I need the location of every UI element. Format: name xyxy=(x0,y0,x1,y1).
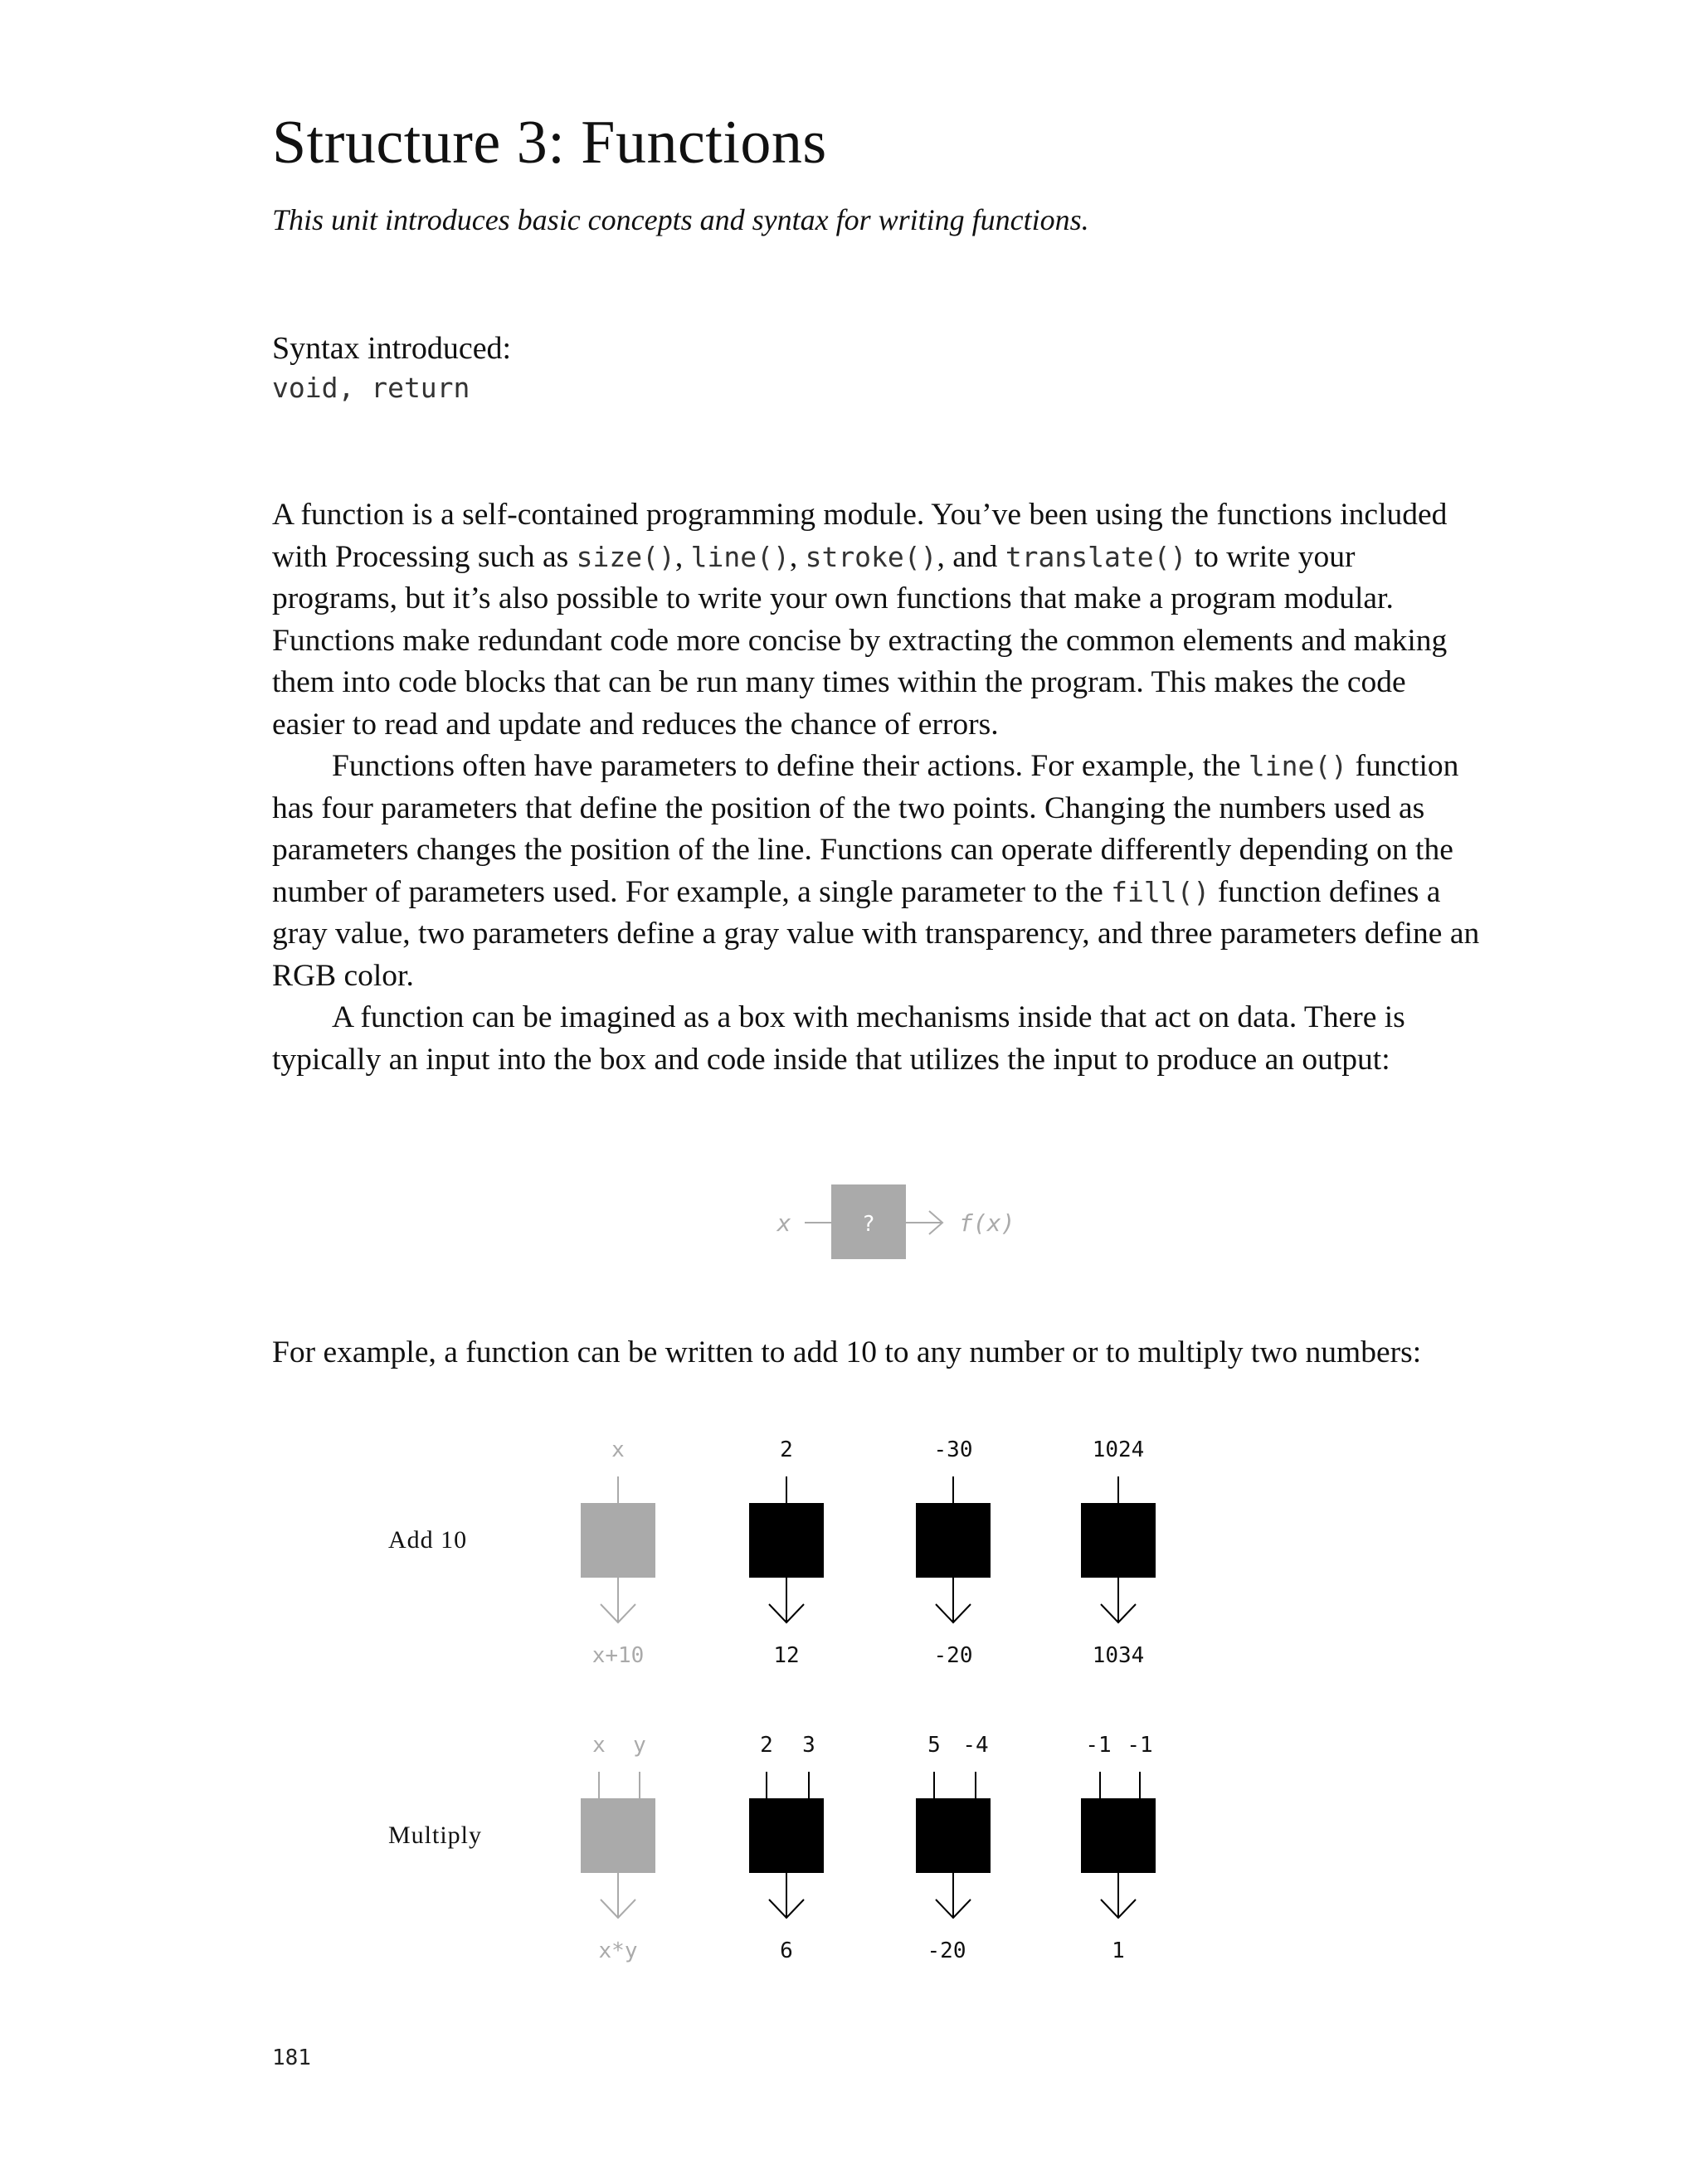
add-general-rect xyxy=(581,1503,655,1578)
code-line: line() xyxy=(1248,750,1348,782)
paragraph-2-text: function defines a gray value, two parameters define a gray value with transparency, and three parameters define an RGB color. xyxy=(272,874,1480,993)
multiply-example-1-input-b: 3 xyxy=(802,1733,815,1758)
add-example-1-input: 2 xyxy=(780,1437,793,1462)
multiply-example-2-output: -20 xyxy=(927,1938,966,1963)
multiply-general-box xyxy=(581,1733,655,1963)
multiply-general-input-a: x xyxy=(592,1733,606,1758)
multiply-example-1 xyxy=(749,1733,824,1963)
multiply-example-3-rect xyxy=(1081,1798,1156,1873)
example-intro: For example, a function can be written to add 10 to any number or to multiply two numbers: xyxy=(272,1335,1422,1369)
add-example-3 xyxy=(1081,1437,1156,1668)
unit-subtitle: This unit introduces basic concepts and syntax for writing functions. xyxy=(272,203,1089,236)
multiply-example-3-input-a: -1 xyxy=(1085,1733,1112,1758)
add-example-2-rect xyxy=(916,1503,991,1578)
diagram-input-label: x xyxy=(776,1209,791,1237)
multiply-row-label: Multiply xyxy=(388,1822,483,1849)
paragraph-1-text: , xyxy=(789,539,806,574)
diagram-box-label: ? xyxy=(862,1212,875,1237)
multiply-general-input-b: y xyxy=(633,1733,646,1758)
paragraph-1-text: to write your programs, but it’s also possible to write your own functions that make a program modular. Functions make redundant code more concise by extracting the common elements and making them into code blocks that can be run many times within the program. This makes the code easier to read and update and reduces the chance of errors. xyxy=(272,539,1448,742)
code-fill: fill() xyxy=(1111,875,1210,908)
multiply-example-1-input-a: 2 xyxy=(760,1733,773,1758)
multiply-example-2-input-a: 5 xyxy=(927,1733,941,1758)
function-box-diagram xyxy=(776,1184,1015,1259)
multiply-general-rect xyxy=(581,1798,655,1873)
paragraph-1-text: , and xyxy=(937,539,1005,574)
add-row-label: Add 10 xyxy=(388,1526,468,1554)
add-general-box xyxy=(581,1437,655,1668)
multiply-example-1-rect xyxy=(749,1798,824,1873)
multiply-example-3-output: 1 xyxy=(1112,1938,1125,1963)
add-example-1 xyxy=(749,1437,824,1668)
page-title: Structure 3: Functions xyxy=(272,109,827,177)
add-example-1-rect xyxy=(749,1503,824,1578)
add-general-output: x+10 xyxy=(591,1643,645,1668)
multiply-example-2 xyxy=(916,1733,991,1963)
multiply-row xyxy=(388,1733,1156,1963)
add-row xyxy=(388,1437,1156,1668)
paragraph-3: A function can be imagined as a box with mechanisms inside that act on data. There is typically an input into the box and code inside that utilizes the input to produce an output: xyxy=(272,1000,1405,1077)
multiply-general-output: x*y xyxy=(598,1938,638,1963)
multiply-example-2-rect xyxy=(916,1798,991,1873)
add-example-3-input: 1024 xyxy=(1092,1437,1145,1462)
add-example-3-output: 1034 xyxy=(1092,1643,1145,1668)
add-example-3-rect xyxy=(1081,1503,1156,1578)
syntax-label: Syntax introduced: xyxy=(272,331,512,366)
syntax-code: void, return xyxy=(272,372,470,404)
paragraph-1-text: , xyxy=(674,539,691,574)
diagram-output-arrow xyxy=(906,1211,942,1234)
add-example-2-output: -20 xyxy=(933,1643,973,1668)
multiply-example-3 xyxy=(1081,1733,1156,1963)
add-example-1-output: 12 xyxy=(773,1643,800,1668)
add-general-input: x xyxy=(611,1437,625,1462)
code-line: line() xyxy=(690,540,790,573)
code-translate: translate() xyxy=(1005,540,1187,573)
paragraph-2-text: Functions often have parameters to define their actions. For example, the xyxy=(332,749,1249,783)
multiply-example-2-input-b: -4 xyxy=(962,1733,989,1758)
add-example-2 xyxy=(916,1437,991,1668)
code-size: size() xyxy=(576,540,675,573)
multiply-example-1-output: 6 xyxy=(780,1938,793,1963)
code-stroke: stroke() xyxy=(805,540,937,573)
multiply-example-3-input-b: -1 xyxy=(1127,1733,1153,1758)
diagram-output-label: f(x) xyxy=(959,1209,1015,1237)
add-example-2-input: -30 xyxy=(933,1437,973,1462)
page-number: 181 xyxy=(272,2045,311,2070)
paragraph-2-text: function has four parameters that define the position of the two points. Changing the numbers used as parameters changes the position of the line. Functions can operate differently depending on the number of parameters used. For example, a single parameter to the xyxy=(272,749,1459,909)
paragraph-1-text: A function is a self-contained programming module. You’ve been using the functions included with Processing such as xyxy=(272,498,1448,574)
